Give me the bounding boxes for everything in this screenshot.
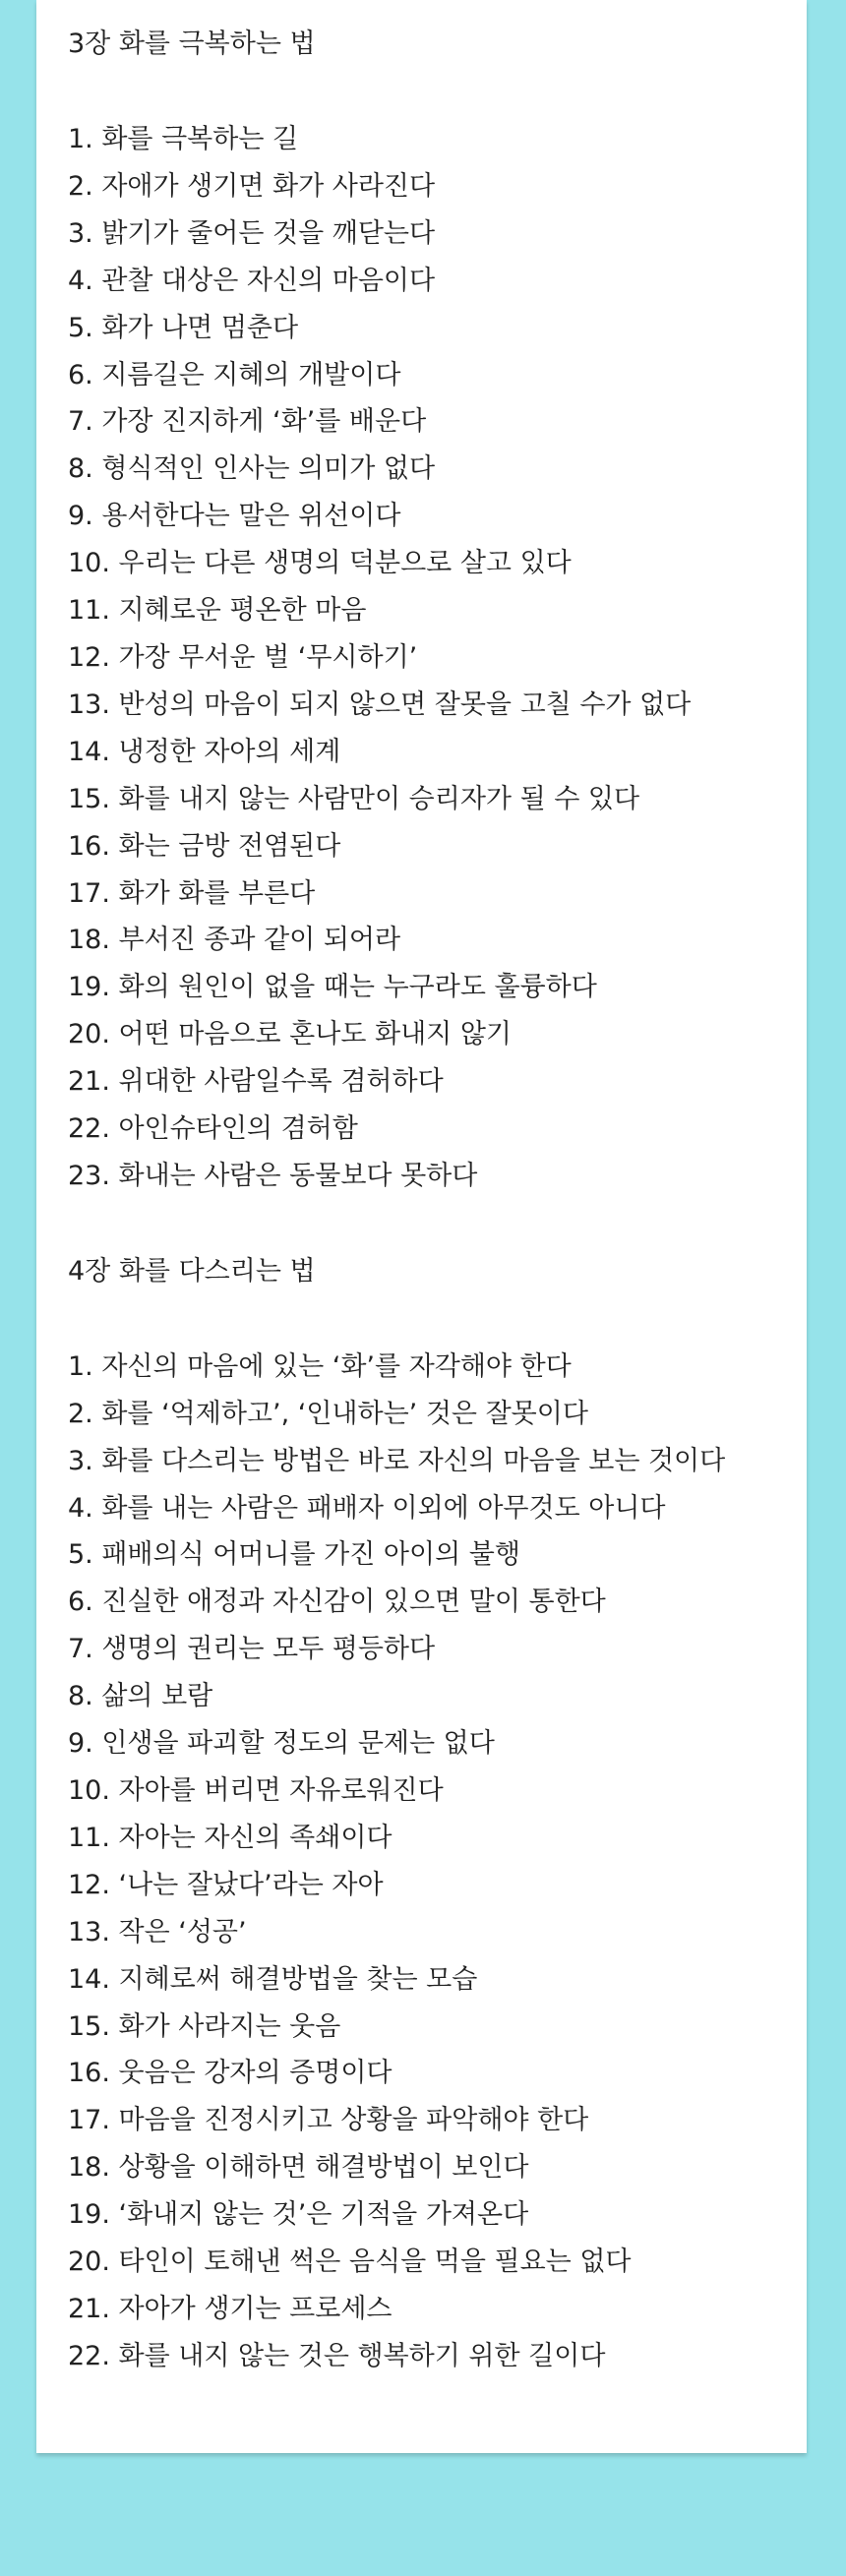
list-item: 22. 화를 내지 않는 것은 행복하기 위한 길이다 bbox=[68, 2340, 606, 2371]
list-item: 19. 화의 원인이 없을 때는 누구라도 훌륭하다 bbox=[68, 972, 597, 1003]
list-item: 15. 화가 사라지는 웃음 bbox=[68, 2010, 341, 2042]
list-item: 13. 반성의 마음이 되지 않으면 잘못을 고칠 수가 없다 bbox=[68, 689, 692, 720]
list-item: 5. 화가 나면 멈춘다 bbox=[68, 312, 299, 343]
list-item: 12. 가장 무서운 벌 ‘무시하기’ bbox=[68, 641, 418, 673]
list-item: 3. 밝기가 줄어든 것을 깨닫는다 bbox=[68, 217, 436, 249]
list-item: 1. 자신의 마음에 있는 ‘화’를 자각해야 한다 bbox=[68, 1350, 572, 1382]
chapter-3-title: 3장 화를 극복하는 법 bbox=[68, 29, 316, 59]
chapter-4-list bbox=[68, 1344, 807, 2380]
chapter-4-title: 4장 화를 다스리는 법 bbox=[68, 1255, 316, 1287]
list-item: 23. 화내는 사람은 동물보다 못하다 bbox=[68, 1160, 478, 1191]
list-item: 2. 화를 ‘억제하고’, ‘인내하는’ 것은 잘못이다 bbox=[68, 1398, 588, 1429]
list-item: 10. 자아를 버리면 자유로워진다 bbox=[68, 1775, 444, 1806]
list-item: 2. 자애가 생기면 화가 사라진다 bbox=[68, 170, 436, 202]
list-item: 17. 화가 화를 부른다 bbox=[68, 877, 316, 909]
list-item: 5. 패배의식 어머니를 가진 아이의 불행 bbox=[68, 1539, 520, 1571]
list-item: 18. 상황을 이해하면 해결방법이 보인다 bbox=[68, 2152, 529, 2184]
list-item: 8. 형식적인 인사는 의미가 없다 bbox=[68, 453, 436, 485]
section-spacer bbox=[68, 1293, 807, 1344]
list-item: 11. 자아는 자신의 족쇄이다 bbox=[68, 1822, 393, 1853]
list-item: 7. 가장 진지하게 ‘화’를 배운다 bbox=[68, 406, 427, 438]
list-item: 13. 작은 ‘성공’ bbox=[68, 1916, 247, 1947]
chapter-4-section bbox=[68, 1250, 807, 2380]
list-item: 14. 지혜로써 해결방법을 찾는 모습 bbox=[68, 1963, 478, 1995]
chapter-3-section bbox=[68, 23, 807, 1200]
list-item: 7. 생명의 권리는 모두 평등하다 bbox=[68, 1634, 436, 1665]
list-item: 15. 화를 내지 않는 사람만이 승리자가 될 수 있다 bbox=[68, 783, 640, 814]
list-item: 4. 화를 내는 사람은 패배자 이외에 아무것도 아니다 bbox=[68, 1492, 666, 1524]
content-card bbox=[36, 0, 807, 2453]
list-item: 21. 자아가 생기는 프로세스 bbox=[68, 2293, 393, 2324]
chapter-3-list bbox=[68, 116, 807, 1200]
list-item: 3. 화를 다스리는 방법은 바로 자신의 마음을 보는 것이다 bbox=[68, 1445, 726, 1476]
list-item: 22. 아인슈타인의 겸허함 bbox=[68, 1113, 358, 1145]
list-item: 1. 화를 극복하는 길 bbox=[68, 124, 299, 154]
list-item: 14. 냉정한 자아의 세계 bbox=[68, 736, 341, 767]
section-spacer bbox=[68, 1200, 807, 1250]
list-item: 21. 위대한 사람일수록 겸허하다 bbox=[68, 1066, 444, 1098]
list-item: 10. 우리는 다른 생명의 덕분으로 살고 있다 bbox=[68, 548, 572, 579]
list-item: 8. 삶의 보람 bbox=[68, 1681, 213, 1712]
list-item: 6. 진실한 애정과 자신감이 있으면 말이 통한다 bbox=[68, 1587, 606, 1618]
list-item: 6. 지름길은 지혜의 개발이다 bbox=[68, 359, 401, 390]
list-item: 12. ‘나는 잘났다’라는 자아 bbox=[68, 1869, 384, 1900]
list-item: 18. 부서진 종과 같이 되어라 bbox=[68, 925, 401, 956]
list-item: 17. 마음을 진정시키고 상황을 파악해야 한다 bbox=[68, 2105, 589, 2136]
list-item: 16. 웃음은 강자의 증명이다 bbox=[68, 2058, 393, 2089]
list-item: 9. 인생을 파괴할 정도의 문제는 없다 bbox=[68, 1728, 495, 1760]
list-item: 16. 화는 금방 전염된다 bbox=[68, 830, 341, 862]
list-item: 4. 관찰 대상은 자신의 마음이다 bbox=[68, 265, 436, 296]
list-item: 20. 타인이 토해낸 썩은 음식을 먹을 필요는 없다 bbox=[68, 2247, 632, 2278]
list-item: 11. 지혜로운 평온한 마음 bbox=[68, 595, 367, 627]
list-item: 9. 용서한다는 말은 위선이다 bbox=[68, 501, 401, 532]
section-spacer bbox=[68, 66, 807, 116]
list-item: 19. ‘화내지 않는 것’은 기적을 가져온다 bbox=[68, 2199, 529, 2231]
list-item: 20. 어떤 마음으로 혼나도 화내지 않기 bbox=[68, 1019, 512, 1050]
